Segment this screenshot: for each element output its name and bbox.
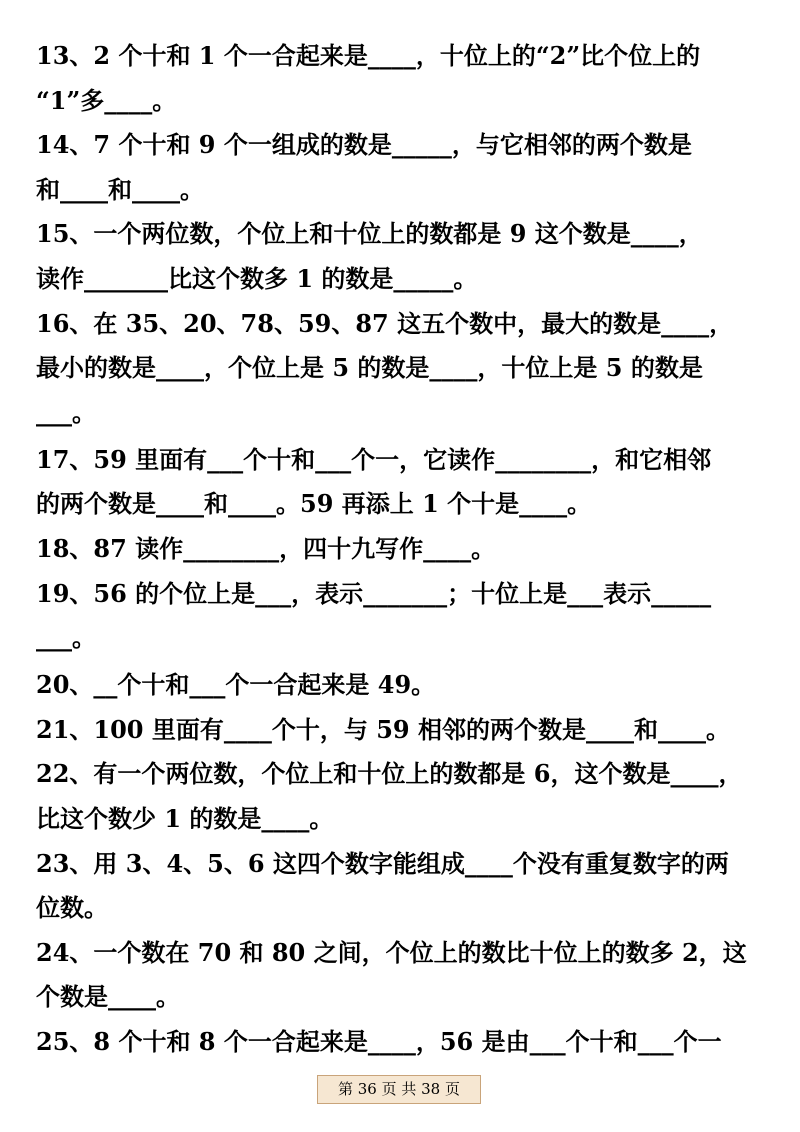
question-19-line-2: ___。 <box>36 623 96 653</box>
question-19-line-1: 19、56 的个位上是___，表示_______；十位上是___表示_____ <box>36 578 712 608</box>
question-17-line-1: 17、59 里面有___个十和___个一，它读作________，和它相邻 <box>36 444 712 474</box>
question-17-line-2: 的两个数是____和____。59 再添上 1 个十是____。 <box>36 489 592 519</box>
page-number-footer: 第 36 页 共 38 页 <box>317 1075 481 1104</box>
question-14-line-1: 14、7 个十和 9 个一组成的数是_____，与它相邻的两个数是 <box>36 130 692 160</box>
question-23-line-1: 23、用 3、4、5、6 这四个数字能组成____个没有重复数字的两 <box>36 848 729 878</box>
question-22-line-1: 22、有一个两位数，个位上和十位上的数都是 6，这个数是____， <box>36 759 743 789</box>
question-list <box>36 34 768 1064</box>
question-24-line-2: 个数是____。 <box>36 982 180 1012</box>
question-13-line-2: “1”多____。 <box>36 85 177 115</box>
question-22-line-2: 比这个数少 1 的数是____。 <box>36 803 334 833</box>
question-23-line-2: 位数。 <box>36 893 108 923</box>
question-15-line-2: 读作_______比这个数多 1 的数是_____。 <box>36 263 478 293</box>
question-13-line-1: 13、2 个十和 1 个一合起来是____，十位上的“2”比个位上的 <box>36 41 701 70</box>
question-15-line-1: 15、一个两位数，个位上和十位上的数都是 9 这个数是____， <box>36 219 703 249</box>
question-21-line-1: 21、100 里面有____个十，与 59 相邻的两个数是____和____。 <box>36 714 730 744</box>
question-24-line-1: 24、一个数在 70 和 80 之间，个位上的数比十位上的数多 2，这 <box>36 937 747 967</box>
question-25-line-1: 25、8 个十和 8 个一合起来是____，56 是由___个十和___个一 <box>36 1026 722 1056</box>
question-16-line-3: ___。 <box>36 397 96 427</box>
question-20-line-1: 20、__个十和___个一合起来是 49。 <box>36 670 436 700</box>
question-16-line-2: 最小的数是____，个位上是 5 的数是____，十位上是 5 的数是 <box>36 353 703 383</box>
question-14-line-2: 和____和____。 <box>36 174 204 204</box>
question-18-line-1: 18、87 读作________，四十九写作____。 <box>36 533 496 563</box>
question-16-line-1: 16、在 35、20、78、59、87 这五个数中，最大的数是____， <box>36 308 734 338</box>
